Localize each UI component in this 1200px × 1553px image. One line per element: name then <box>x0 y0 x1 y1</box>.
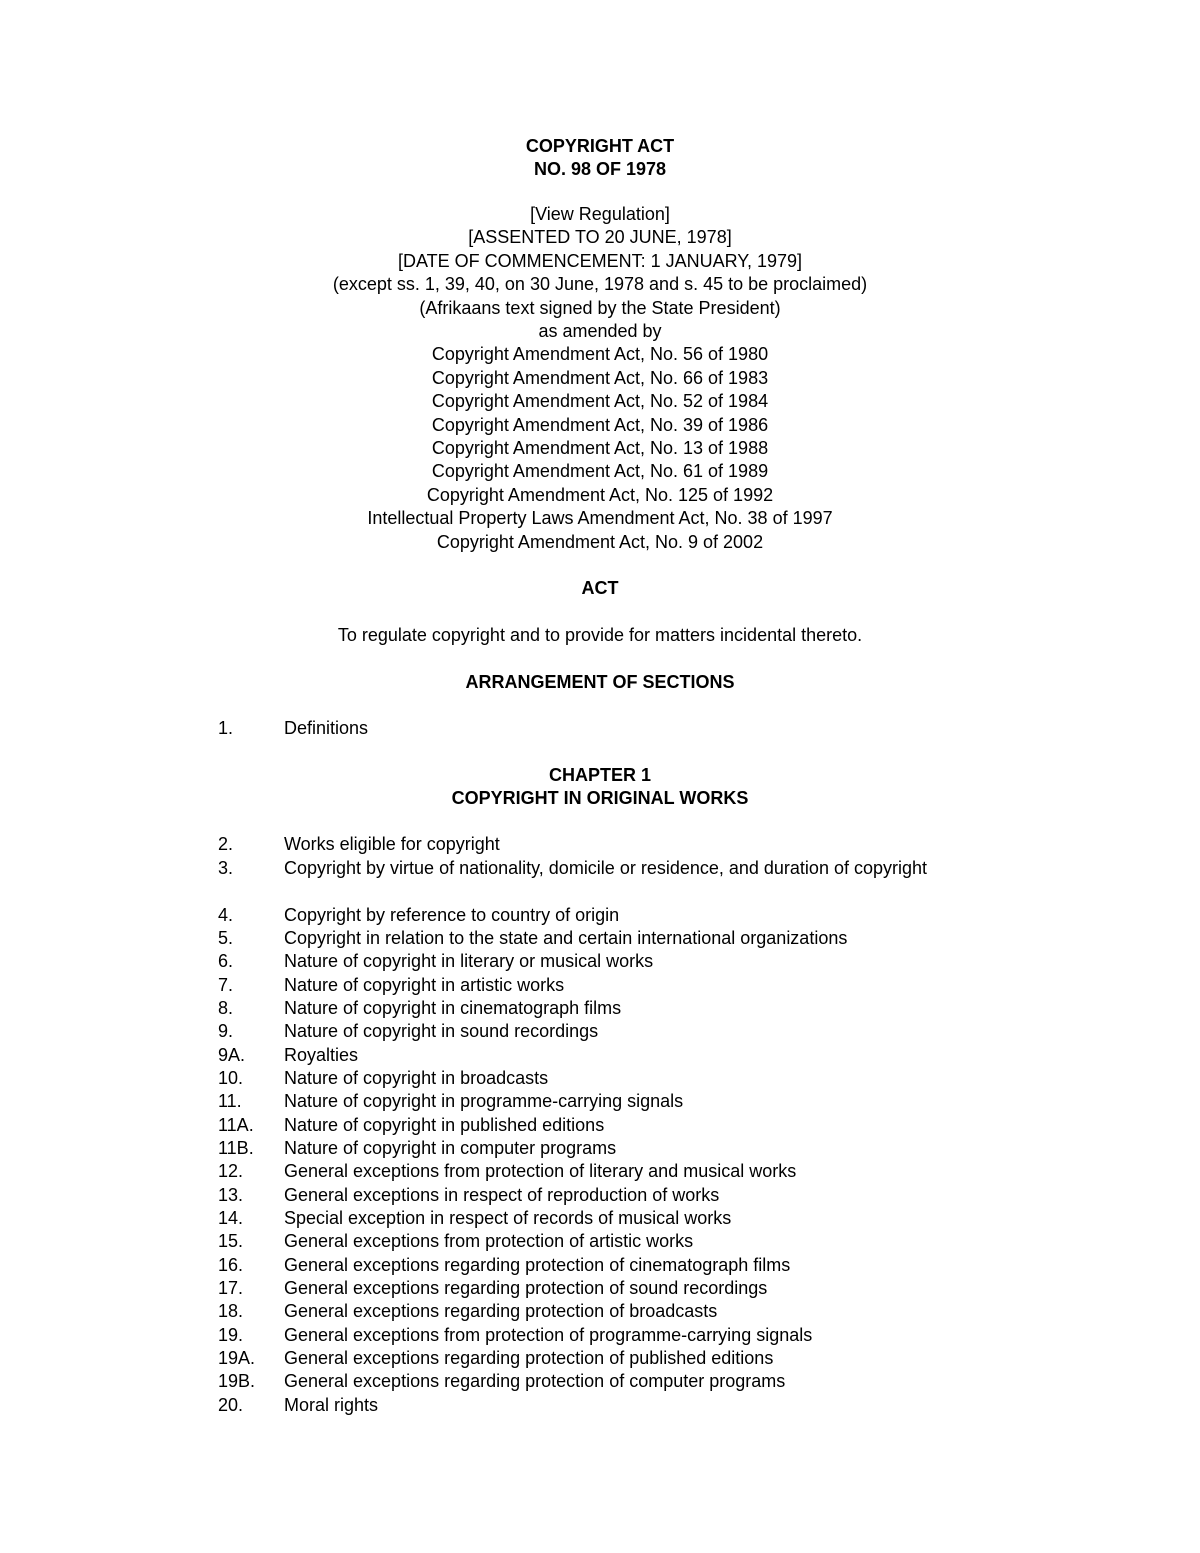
toc-item-number: 9A. <box>218 1045 246 1065</box>
toc-item-number: 19B. <box>218 1371 256 1391</box>
toc-item-number: 11A. <box>218 1115 254 1135</box>
toc-item-title: Nature of copyright in sound recordings <box>284 1021 599 1041</box>
act-title <box>0 135 1200 182</box>
toc-item-number: 5. <box>218 928 234 948</box>
toc-item-number: 18. <box>218 1301 244 1321</box>
toc-item-title: General exceptions regarding protection of published editions <box>284 1348 774 1368</box>
amended-by-label: as amended by <box>538 321 662 342</box>
toc-item-number: 14. <box>218 1208 244 1228</box>
toc-item-title: General exceptions in respect of reproduction of works <box>284 1185 720 1205</box>
amendment-act: Copyright Amendment Act, No. 39 of 1986 <box>431 414 769 435</box>
toc-item-title: Nature of copyright in broadcasts <box>284 1068 549 1088</box>
toc-item-number: 3. <box>218 858 234 878</box>
toc-item-number: 15. <box>218 1231 244 1251</box>
amendment-act: Copyright Amendment Act, No. 9 of 2002 <box>436 531 764 552</box>
commencement-exception: (except ss. 1, 39, 40, on 30 June, 1978 and s. 45 to be proclaimed) <box>332 274 868 295</box>
toc-item-title: Nature of copyright in programme-carrying signals <box>284 1091 684 1111</box>
toc-item-title: General exceptions regarding protection of cinematograph films <box>284 1255 791 1275</box>
toc-item-title: General exceptions from protection of programme-carrying signals <box>284 1325 813 1345</box>
toc-item-title: Copyright by virtue of nationality, domicile or residence, and duration of copyright <box>284 858 928 878</box>
toc-item-number: 12. <box>218 1161 244 1181</box>
act-heading: ACT <box>581 578 619 598</box>
toc-item-title: Nature of copyright in computer programs <box>284 1138 617 1158</box>
toc-item-number: 19. <box>218 1325 244 1345</box>
arrangement-heading: ARRANGEMENT OF SECTIONS <box>465 672 735 692</box>
amendment-act: Copyright Amendment Act, No. 61 of 1989 <box>431 461 769 482</box>
toc-item-title: Definitions <box>284 718 369 738</box>
toc-item-title: General exceptions from protection of artistic works <box>284 1231 694 1251</box>
toc-item-title: Nature of copyright in literary or musical works <box>284 951 654 971</box>
toc-item-number: 10. <box>218 1068 244 1088</box>
afrikaans-note: (Afrikaans text signed by the State President) <box>419 297 781 318</box>
toc-item-title: General exceptions regarding protection of computer programs <box>284 1371 786 1391</box>
toc-item-title: General exceptions from protection of literary and musical works <box>284 1161 797 1181</box>
toc-item-title: Works eligible for copyright <box>284 834 500 854</box>
toc-item-title: Nature of copyright in artistic works <box>284 975 565 995</box>
toc-item-title: Copyright in relation to the state and certain international organizations <box>284 928 848 948</box>
toc-item-title: Moral rights <box>284 1395 379 1415</box>
act-title-line-1: COPYRIGHT ACT <box>525 136 675 156</box>
amendment-act: Copyright Amendment Act, No. 13 of 1988 <box>431 438 769 459</box>
toc-item-number: 9. <box>218 1021 234 1041</box>
toc-item-number: 11. <box>218 1091 242 1111</box>
assent-date: [ASSENTED TO 20 JUNE, 1978] <box>468 227 732 248</box>
toc-item-number: 16. <box>218 1255 244 1275</box>
toc-item-number: 1. <box>218 718 234 738</box>
act-description: To regulate copyright and to provide for matters incidental thereto. <box>337 625 863 645</box>
toc-item-number: 4. <box>218 905 234 925</box>
toc-item-number: 19A. <box>218 1348 256 1368</box>
toc-item-title: General exceptions regarding protection of sound recordings <box>284 1278 768 1298</box>
toc-item-title: Nature of copyright in cinematograph films <box>284 998 622 1018</box>
amendment-act: Copyright Amendment Act, No. 66 of 1983 <box>431 367 769 388</box>
amendment-act: Intellectual Property Laws Amendment Act, No. 38 of 1997 <box>367 508 833 529</box>
view-regulation-link[interactable]: [View Regulation] <box>530 204 670 224</box>
toc-item-number: 6. <box>218 951 234 971</box>
toc-item-number: 8. <box>218 998 234 1018</box>
act-title-line-2: NO. 98 OF 1978 <box>533 159 667 180</box>
chapter-title: COPYRIGHT IN ORIGINAL WORKS <box>451 788 749 809</box>
toc-item-number: 11B. <box>218 1138 254 1158</box>
toc-item-title: Copyright by reference to country of origin <box>284 905 620 925</box>
chapter-number: CHAPTER 1 <box>548 765 651 785</box>
toc-item-number: 20. <box>218 1395 244 1415</box>
toc-item-number: 17. <box>218 1278 244 1298</box>
toc-item-title: Royalties <box>284 1045 359 1065</box>
toc-item-title: General exceptions regarding protection of broadcasts <box>284 1301 718 1321</box>
toc-item-number: 13. <box>218 1185 244 1205</box>
toc-item-number: 7. <box>218 975 234 995</box>
amendment-act: Copyright Amendment Act, No. 52 of 1984 <box>431 391 769 412</box>
preamble <box>0 203 1200 554</box>
toc-item-title: Nature of copyright in published editions <box>284 1115 605 1135</box>
amendment-act: Copyright Amendment Act, No. 56 of 1980 <box>431 344 769 365</box>
toc-item-title: Special exception in respect of records of musical works <box>284 1208 732 1228</box>
toc-item-number: 2. <box>218 834 234 854</box>
commencement-date: [DATE OF COMMENCEMENT: 1 JANUARY, 1979] <box>397 250 803 271</box>
chapter-heading <box>0 764 1200 811</box>
amendment-act: Copyright Amendment Act, No. 125 of 1992 <box>426 484 774 505</box>
